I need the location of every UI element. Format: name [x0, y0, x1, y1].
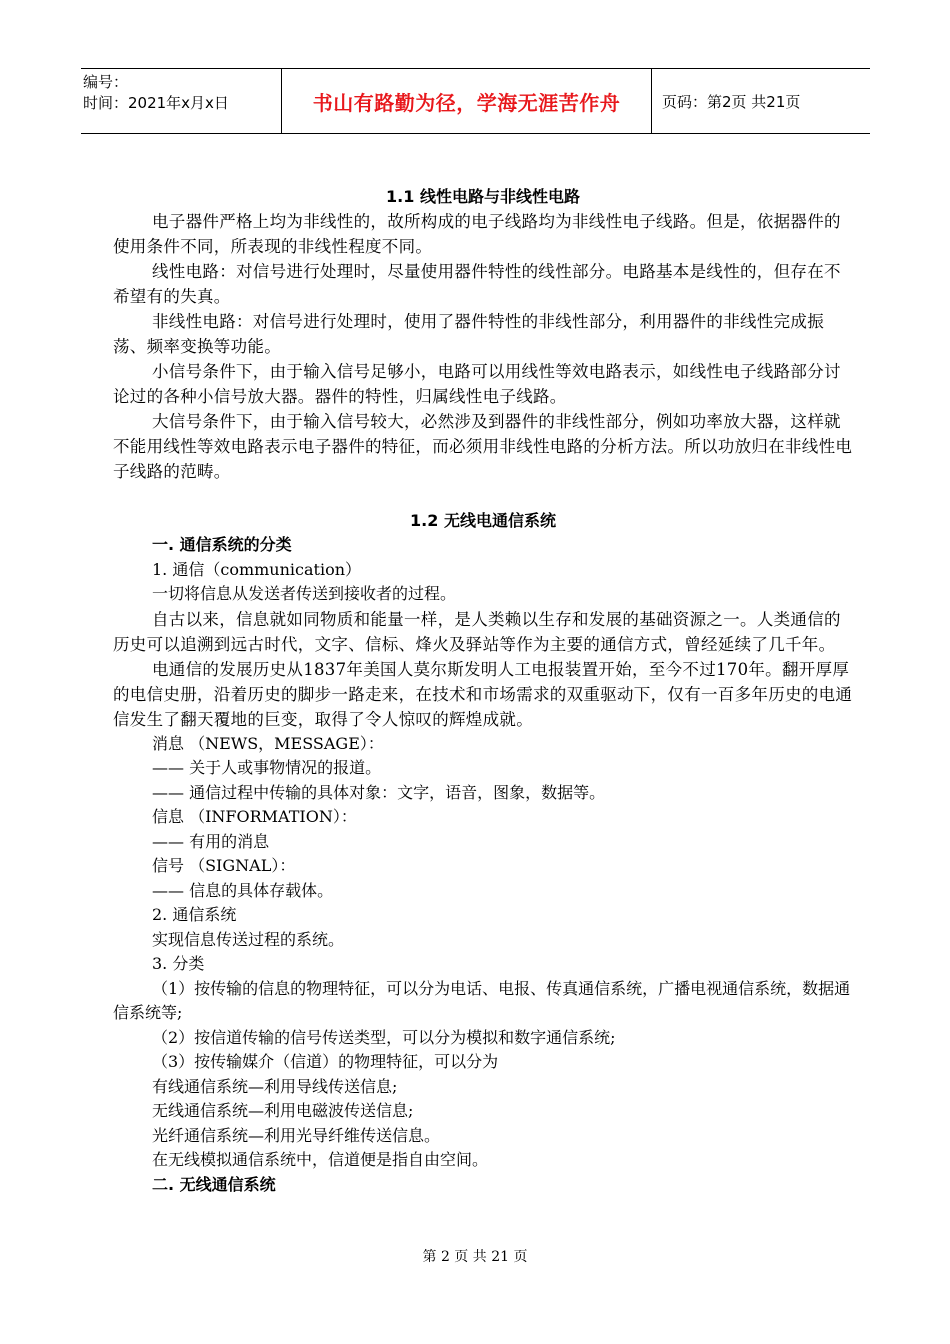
list-line: 在无线模拟通信系统中，信道便是指自由空间。	[152, 1150, 489, 1169]
list-line: —— 关于人或事物情况的报道。	[152, 758, 382, 777]
list-line: 光纤通信系统—利用光导纤维传送信息。	[152, 1125, 441, 1145]
page-code: 页码：第2页 共21页	[662, 92, 801, 111]
paragraph: 电通信的发展历史从1837年美国人莫尔斯发明人工电报装置开始，至今不过170年。翻开厚厚的电信史册，沿着历史的脚步一路走来，在技术和市场需求的双重驱动下，仅有一百多年历史的电通信发生了翻天覆地的巨变，取得了令人惊叹的辉煌成就。	[113, 659, 853, 729]
number-label: 编号：	[83, 73, 129, 91]
page-header	[81, 68, 870, 134]
paragraph: 自古以来，信息就如同物质和能量一样，是人类赖以生存和发展的基础资源之一。人类通信的历史可以追溯到远古时代，文字、信标、烽火及驿站等作为主要的通信方式，曾经延续了几千年。	[113, 609, 841, 654]
list-line: （3）按传输媒介（信道）的物理特征，可以分为	[152, 1052, 499, 1071]
list-line: 信息 （INFORMATION）：	[152, 807, 357, 826]
date-label: 时间：2021年x月x日	[83, 94, 229, 112]
list-line: —— 信息的具体存载体。	[152, 880, 334, 900]
list-line: 消息 （NEWS，MESSAGE）：	[152, 733, 384, 753]
paragraph: 小信号条件下，由于输入信号足够小，电路可以用线性等效电路表示，如线性电子线路部分讨论过的各种小信号放大器。器件的特性，归属线性电子线路。	[113, 362, 841, 406]
section-title-1-2: 1.2 无线电通信系统	[410, 511, 556, 530]
subheading-classification: 一. 通信系统的分类	[152, 535, 292, 554]
document-body	[113, 184, 853, 1197]
subheading-wireless: 二. 无线通信系统	[152, 1174, 276, 1194]
page-footer: 第 2 页 共 21 页	[422, 1249, 528, 1265]
paragraph: 非线性电路：对信号进行处理时，使用了器件特性的非线性部分，利用器件的非线性完成振荡、频率变换等功能。	[113, 312, 824, 356]
list-line: 2. 通信系统	[152, 905, 237, 924]
list-line: 实现信息传送过程的系统。	[152, 929, 345, 949]
motto: 书山有路勤为径，学海无涯苦作舟	[312, 90, 621, 115]
list-line: 信号 （SIGNAL）：	[152, 856, 296, 875]
header-left	[81, 69, 281, 133]
list-line: 无线通信系统—利用电磁波传送信息;	[152, 1101, 414, 1120]
classification-item-1: （1）按传输的信息的物理特征，可以分为电话、电报、传真通信系统，广播电视通信系统，数据通信系统等;	[113, 978, 851, 1022]
list-line: 3. 分类	[152, 954, 205, 973]
section-title-1-1: 1.1 线性电路与非线性电路	[386, 187, 580, 206]
header-motto-cell	[281, 69, 652, 133]
list-line: —— 通信过程中传输的具体对象：文字，语音，图象，数据等。	[152, 782, 606, 802]
header-page-code	[652, 69, 870, 133]
item-definition: 一切将信息从发送者传送到接收者的过程。	[152, 584, 457, 603]
paragraph: 大信号条件下，由于输入信号较大，必然涉及到器件的非线性部分，例如功率放大器，这样就不能用线性等效电路表示电子器件的特征，而必须用非线性电路的分析方法。所以功放归在非线性电子线路的范畴。	[113, 412, 853, 481]
list-line: （2）按信道传输的信号传送类型，可以分为模拟和数字通信系统;	[152, 1027, 616, 1047]
paragraph: 电子器件严格上均为非线性的，故所构成的电子线路均为非线性电子线路。但是，依据器件的使用条件不同，所表现的非线性程度不同。	[113, 212, 841, 256]
list-line: 有线通信系统—利用导线传送信息;	[152, 1076, 398, 1096]
item-communication: 1. 通信（communication）	[152, 559, 362, 579]
paragraph: 线性电路：对信号进行处理时，尽量使用器件特性的线性部分。电路基本是线性的，但存在不希望有的失真。	[113, 262, 841, 306]
list-line: —— 有用的消息	[152, 831, 270, 851]
